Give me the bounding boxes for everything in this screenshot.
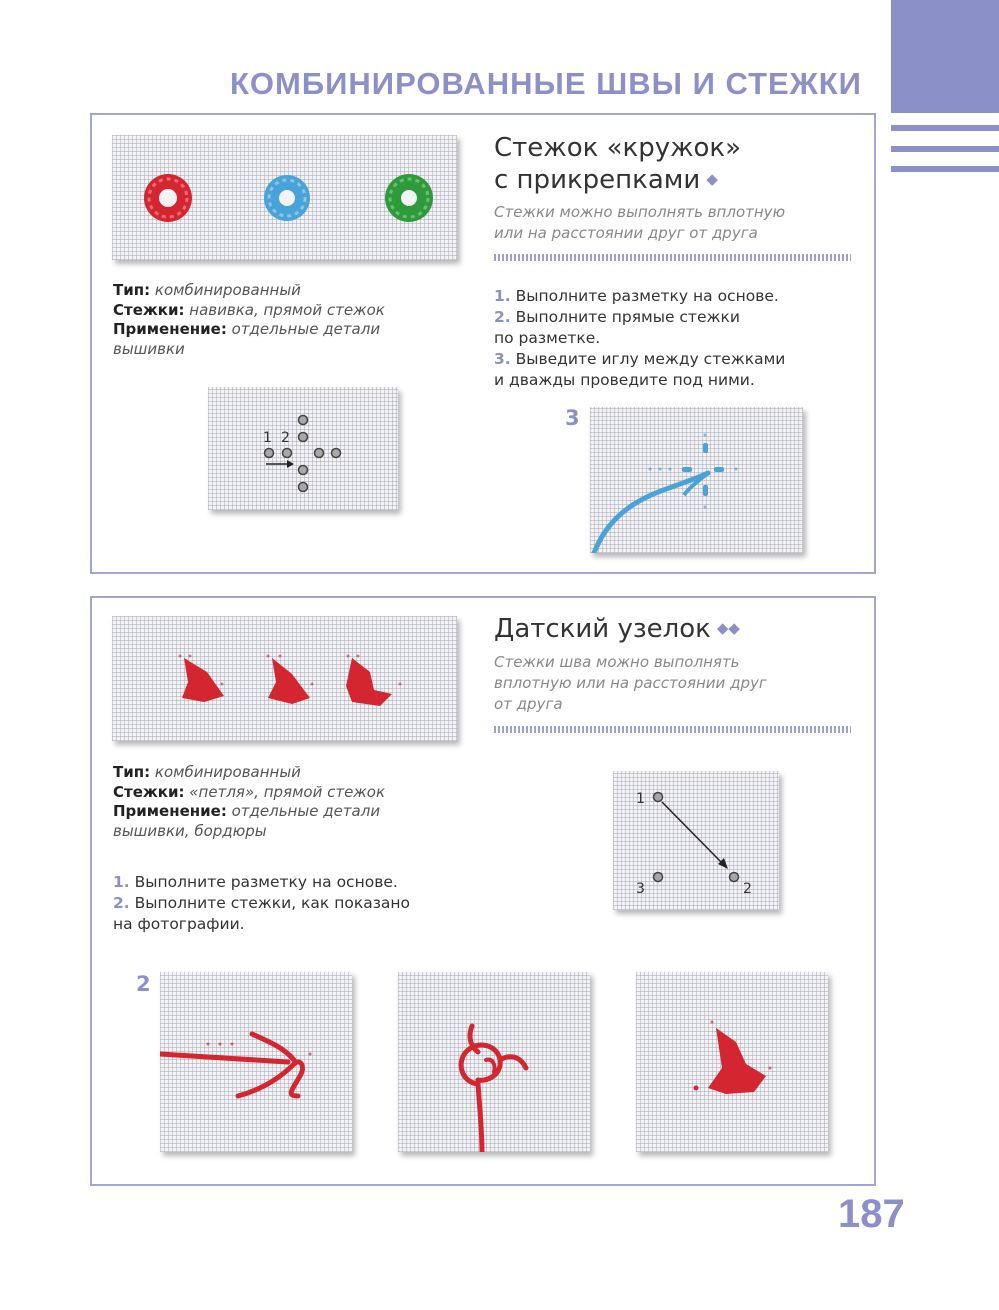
stitch-title-line2 bbox=[494, 163, 718, 196]
step-item: 1. Выполните разметку на основе. bbox=[113, 873, 398, 891]
page-number: 187 bbox=[838, 1192, 905, 1236]
step-item: 2. Выполните стежки, как показано bbox=[113, 894, 411, 912]
stitch-subtitle-line1: Стежки шва можно выполнять bbox=[494, 653, 740, 671]
stitch-info bbox=[113, 763, 385, 841]
type-row: Тип: комбинированный bbox=[113, 281, 301, 299]
step-item-cont: и дважды проведите под ними. bbox=[494, 371, 755, 389]
usage-row-cont: вышивки, бордюры bbox=[113, 821, 267, 840]
marking-diagram-danish-knot bbox=[613, 771, 779, 910]
diagram-label: 2 bbox=[281, 430, 290, 446]
dotted-rule bbox=[494, 726, 851, 733]
step-item: 2. Выполните прямые стежки bbox=[494, 308, 740, 326]
marking-diagram-svg bbox=[613, 771, 779, 910]
stitch-title-text: Датский узелок bbox=[494, 614, 711, 644]
circle-red bbox=[144, 174, 192, 222]
usage-row-cont: вышивки bbox=[113, 339, 185, 358]
circle-blue bbox=[264, 175, 310, 221]
step-photo-c bbox=[636, 972, 828, 1152]
steps-list bbox=[494, 286, 785, 391]
step-photo-svg bbox=[160, 972, 352, 1152]
marking-diagram-circle bbox=[208, 387, 398, 510]
step-item-cont: по разметке. bbox=[494, 329, 601, 347]
stitch-title-line1 bbox=[494, 612, 740, 645]
chapter-tab-block bbox=[891, 0, 999, 113]
usage-row: Применение: отдельные детали bbox=[113, 802, 381, 820]
stitches-row: Стежки: навивка, прямой стежок bbox=[113, 300, 385, 319]
sample-photo-danish-knot bbox=[112, 616, 457, 741]
marking-diagram-svg bbox=[208, 387, 398, 510]
diagram-label: 2 bbox=[743, 881, 752, 897]
type-row: Тип: комбинированный bbox=[113, 763, 301, 781]
circle-green bbox=[385, 174, 433, 222]
stitch-info bbox=[113, 281, 385, 359]
step-photo-svg bbox=[398, 972, 590, 1152]
stitch-subtitle-line1: Стежки можно выполнять вплотную bbox=[494, 203, 786, 221]
photo-step-label: 3 bbox=[565, 406, 580, 430]
stitches-row: Стежки: «петля», прямой стежок bbox=[113, 782, 386, 801]
circle-stitch-illustration bbox=[112, 135, 457, 260]
photo-step-label: 2 bbox=[136, 972, 151, 996]
step-photo-a bbox=[160, 972, 352, 1152]
stitch-subtitle-line2: вплотную или на расстоянии друг bbox=[494, 674, 767, 692]
chapter-title: КОМБИНИРОВАННЫЕ ШВЫ И СТЕЖКИ bbox=[230, 66, 862, 101]
diagram-label: 3 bbox=[636, 881, 645, 897]
dotted-rule bbox=[494, 254, 851, 261]
step-photo-b bbox=[398, 972, 590, 1152]
chapter-tab-stripe bbox=[891, 166, 999, 172]
danish-knot-illustration bbox=[112, 616, 457, 741]
chapter-tab-stripe bbox=[891, 146, 999, 152]
stitch-subtitle-line2: или на расстоянии друг от друга bbox=[494, 224, 758, 242]
diagram-label: 1 bbox=[263, 430, 272, 446]
step-photo-circle bbox=[590, 407, 803, 553]
difficulty-icon: ◆ bbox=[706, 170, 718, 188]
stitch-title-text: с прикрепками bbox=[494, 165, 701, 195]
usage-row: Применение: отдельные детали bbox=[113, 320, 381, 338]
stitch-subtitle-line3: от друга bbox=[494, 695, 563, 713]
sample-photo-circle-stitch bbox=[112, 135, 457, 260]
stitch-title-line1: Стежок «кружок» bbox=[494, 133, 742, 163]
diagram-label: 1 bbox=[636, 791, 645, 807]
chapter-tab-stripe bbox=[891, 125, 999, 131]
difficulty-icon: ◆◆ bbox=[716, 619, 740, 637]
step-photo-svg bbox=[590, 407, 803, 553]
step-photo-svg bbox=[636, 972, 828, 1152]
step-item: 3. Выведите иглу между стежками bbox=[494, 350, 786, 368]
step-item: 1. Выполните разметку на основе. bbox=[494, 287, 779, 305]
steps-list bbox=[113, 872, 410, 935]
step-item-cont: на фотографии. bbox=[113, 915, 245, 933]
